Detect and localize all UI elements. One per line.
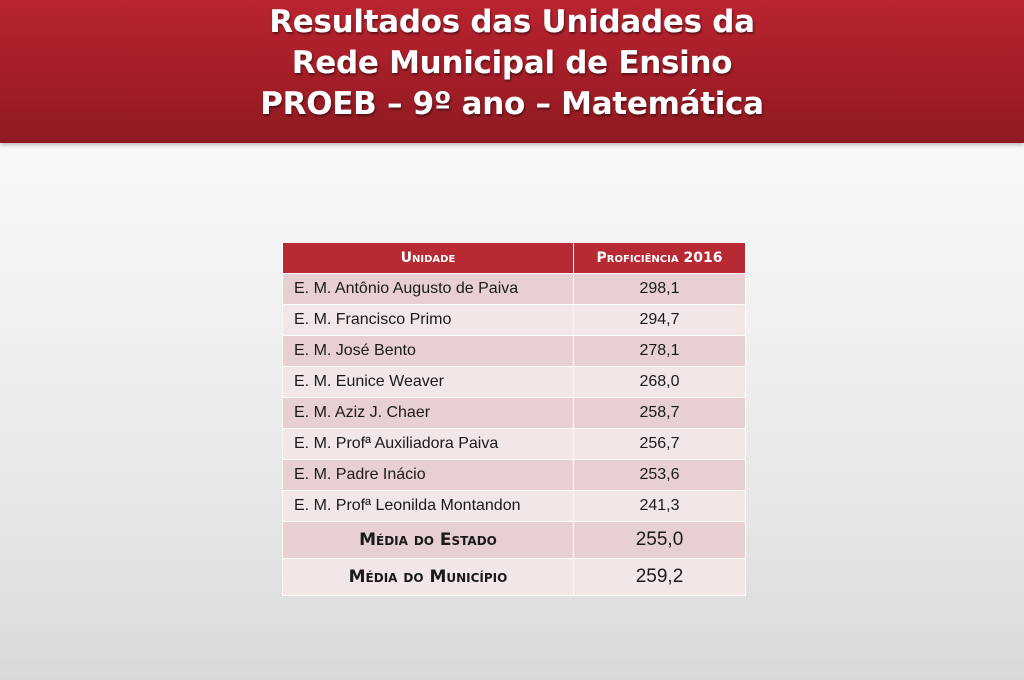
municipal-average-row xyxy=(283,559,746,596)
title-line-1: Resultados das Unidades da xyxy=(269,4,755,40)
proficiency-value: 294,7 xyxy=(574,305,746,336)
results-table xyxy=(282,242,746,596)
unit-name: E. M. Antônio Augusto de Paiva xyxy=(283,274,574,305)
state-average-row xyxy=(283,522,746,559)
proficiency-value: 253,6 xyxy=(574,460,746,491)
table-header-row xyxy=(283,243,746,274)
table-row xyxy=(283,429,746,460)
unit-name: E. M. Aziz J. Chaer xyxy=(283,398,574,429)
municipal-average-label: Média do Município xyxy=(283,559,574,596)
table-row xyxy=(283,491,746,522)
title-banner xyxy=(0,0,1024,143)
title-line-2: Rede Municipal de Ensino xyxy=(291,45,733,81)
title-line-3: PROEB – 9º ano – Matemática xyxy=(260,86,764,122)
table-row xyxy=(283,398,746,429)
table-row xyxy=(283,367,746,398)
unit-name: E. M. Padre Inácio xyxy=(283,460,574,491)
proficiency-value: 268,0 xyxy=(574,367,746,398)
state-average-value: 255,0 xyxy=(574,522,746,559)
table-row xyxy=(283,305,746,336)
proficiency-value: 258,7 xyxy=(574,398,746,429)
table-row xyxy=(283,336,746,367)
unit-name: E. M. Profª Auxiliadora Paiva xyxy=(283,429,574,460)
unit-name: E. M. José Bento xyxy=(283,336,574,367)
unit-name: E. M. Francisco Primo xyxy=(283,305,574,336)
unit-name: E. M. Profª Leonilda Montandon xyxy=(283,491,574,522)
proficiency-value: 298,1 xyxy=(574,274,746,305)
municipal-average-value: 259,2 xyxy=(574,559,746,596)
proficiency-value: 278,1 xyxy=(574,336,746,367)
state-average-label: Média do Estado xyxy=(283,522,574,559)
column-header-unit: Unidade xyxy=(283,243,574,274)
unit-name: E. M. Eunice Weaver xyxy=(283,367,574,398)
proficiency-value: 256,7 xyxy=(574,429,746,460)
column-header-proficiency: Proficiência 2016 xyxy=(574,243,746,274)
proficiency-value: 241,3 xyxy=(574,491,746,522)
table-row xyxy=(283,460,746,491)
table-row xyxy=(283,274,746,305)
